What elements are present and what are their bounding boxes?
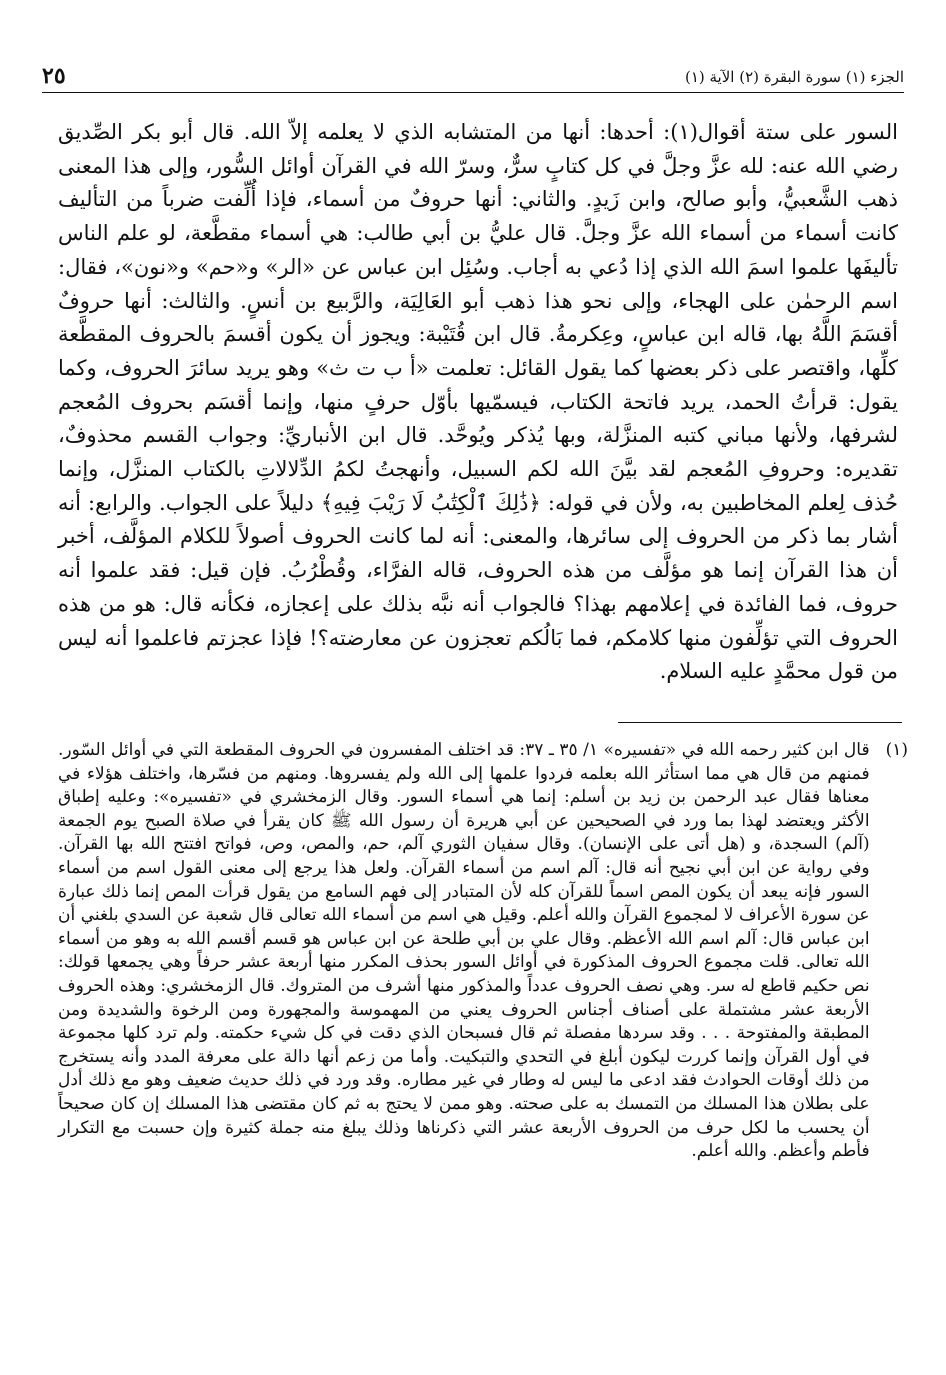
page-number: ٢٥ bbox=[42, 63, 66, 89]
footnote-separator bbox=[618, 722, 902, 723]
main-paragraph: السور على ستة أقوال(١): أحدها: أنها من المتشابه الذي لا يعلمه إلاّ الله. قال أبو بكر الصِّديق رضي الله عنه: لله عزَّ وجلَّ في كل كتابٍ سرٌّ، وسرّ الله في القرآن أوائل السُّور، وإلى هذا المعنى ذهب الشَّعبيُّ، وأبو صالح، وابن زَيدٍ. والثاني: أنها حروفٌ من أسماء، فإذا أُلِّفت ضرباً من التأليف كانت أسماء من أسماء الله عزَّ وجلَّ. قال عليُّ بن أبي طالب: هي أسماء مقطَّعة، لو علم الناس تأليفَها علموا اسمَ الله الذي إذا دُعي به أجاب. وسُئِل ابن عباس عن «الر» و«حم» و«نون»، فقال: اسم الرحمٰن على الهجاء، وإلى نحو هذا ذهب أبو العَالِيَة، والرَّبيع بن أنسٍ. والثالث: أنها حروفٌ أقسَمَ اللَّهُ بها، قاله ابن عباسٍ، وعِكرمةُ. قال ابن قُتَيْبة: ويجوز أن يكون أقسمَ بالحروف المقطَّعة كلِّها، واقتصر على ذكر بعضها كما يقول القائل: تعلمت «أ ب ت ث» وهو يريد سائرَ الحروف، وكما يقول: قرأتُ الحمد، يريد فاتحة الكتاب، فيسمّيها بأوّل حرفٍ منها، وإنما أقسَم بحروف المُعجم لشرفها، ولأنها مباني كتبه المنزَّلة، وبها يُذكر ويُوحَّد. قال ابن الأنباريِّ: وجواب القسم محذوفٌ، تقديره: وحروفِ المُعجم لقد بيَّنَ الله لكم السبيل، وأنهجتُ لكمُ الدِّلالاتِ بالكتاب المنزَّل، وإنما حُذف لِعلم المخاطبين به، ولأن في قوله: ﴿ذَٰلِكَ ٱلْكِتَٰبُ لَا رَيْبَ فِيهِ﴾ دليلاً على الجواب. والرابع: أنه أشار بما ذكر من الحروف إلى سائرها، والمعنى: أنه لما كانت الحروف أصولاً للكلام المؤلَّف، أخبر أن هذا القرآن إنما هو مؤلَّف من هذه الحروف، قاله الفرَّاء، وقُطْرُبُ. فإن قيل: فقد علموا أنه حروف، فما الفائدة في إعلامهم بهذا؟ فالجواب أنه نبَّه بذلك على إعجازه، فكأنه قال: هو من هذه الحروف التي تؤلِّفون منها كلامكم، فما بَالُكم تعجزون عن معارضته؟! فإذا عجزتم فاعلموا أنه ليس من قول محمَّدٍ عليه السلام. bbox=[58, 120, 898, 684]
running-header bbox=[42, 58, 904, 93]
footnote-text: قال ابن كثير رحمه الله في «تفسيره» ١/ ٣٥ ـ ٣٧: قد اختلف المفسرون في الحروف المقطعة التي في أوائل السّور. فمنهم من قال هي مما استأثر الله بعلمه فردوا علمها إلى الله ولم يفسروها. ومنهم من فسّرها، واختلف هؤلاء في معناها فقال عبد الرحمن بن زيد بن أسلم: إنما هي أسماء السور. وقال الزمخشري في «تفسيره»: وعليه إطباق الأكثر ويعتضد لهذا بما ورد في الصحيحين عن أبي هريرة أن رسول الله ﷺ كان يقرأ في صلاة الصبح يوم الجمعة (آلم) السجدة، و (هل أتى على الإنسان). وقال سفيان الثوري آلم، حم، والمص، وص، فواتح افتتح الله بها القرآن. وفي رواية عن ابن أبي نجيح أنه قال: آلم اسم من أسماء القرآن. ولعل هذا يرجع إلى معنى القول اسم من أسماء السور فإنه يبعد أن يكون المص اسماً للقرآن كله لأن المتبادر إلى فهم السامع من يقول قرأت المص إنما ذلك عبارة عن سورة الأعراف لا لمجموع القرآن والله أعلم. وقيل هي اسم من أسماء الله تعالى قال شعبة عن السدي بلغني أن ابن عباس قال: آلم اسم الله الأعظم. وقال علي بن أبي طلحة عن ابن عباس هو قسم أقسم الله به وهو من أسماء الله تعالى. قلت مجموع الحروف المذكورة في أوائل السور بحذف المكرر منها أربعة عشر حرفاً وهي يجمعها قولك: نص حكيم قاطع له سر. وهي نصف الحروف عدداً والمذكور منها أشرف من المتروك. قال الزمخشري: وهذه الحروف الأربعة عشر مشتملة على أصناف أجناس الحروف يعني من المهموسة والمجهورة ومن الرخوة والشديدة ومن المطبقة والمفتوحة . . . وقد سردها مفصلة ثم قال فسبحان الذي دقت في كل شيء حكمته. ولم ترد كلها مجموعة في أول القرآن وإنما كررت ليكون أبلغ في التحدي والتبكيت. وأما من زعم أنها دالة على معرفة المدد وأنه يستخرج من ذلك أوقات الحوادث فقد ادعى ما ليس له وطار في غير مطاره. وقد ورد في ذلك حديث ضعيف وهو مع ذلك أدل على بطلان هذا المسلك من التمسك به على صحته. وهو ممن لا يحتج به ثم كان مقتضى هذا المسلك إن كان صحيحاً أن يحسب ما لكل حرف من الحروف الأربعة عشر التي ذكرناها وذلك يبلغ منه جملة كثيرة وإن حسبت مع التكرار فأطم وأعظم. والله أعلم. bbox=[58, 740, 870, 1162]
main-text-block bbox=[58, 116, 898, 689]
running-title: الجزء (١) سورة البقرة (٢) الآية (١) bbox=[684, 68, 904, 86]
footnote-marker: (١) bbox=[885, 740, 908, 760]
footnote bbox=[58, 739, 908, 1164]
